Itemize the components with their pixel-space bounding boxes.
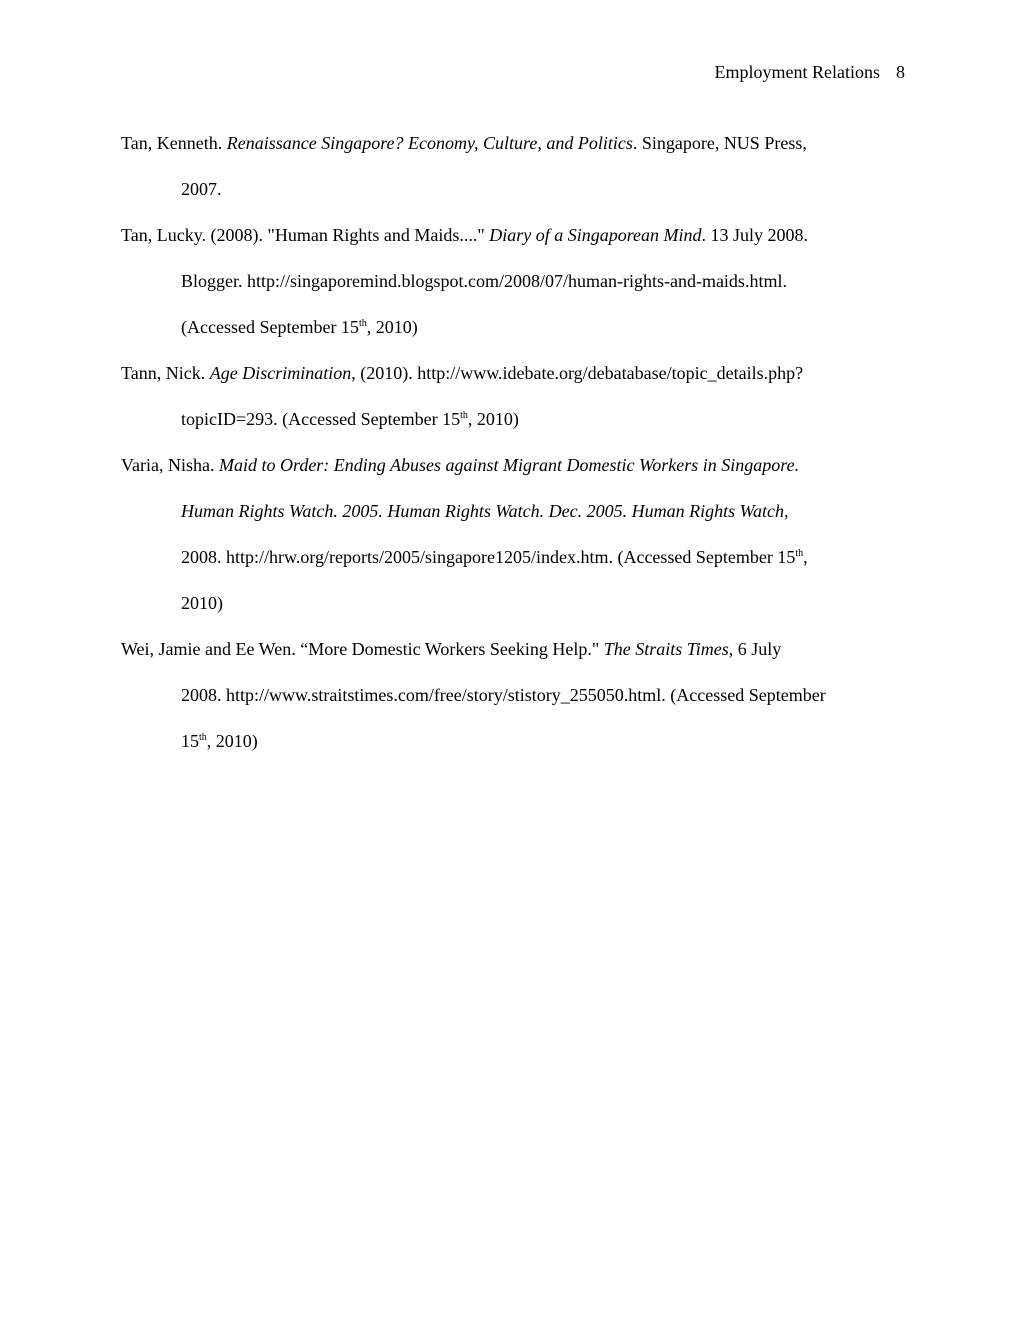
reference-text: Blogger. http://singaporemind.blogspot.com/2008/07/human-rights-and-maids.html.: [181, 271, 787, 291]
reference-text: Wei, Jamie and Ee Wen. “More Domestic Workers Seeking Help.": [121, 639, 604, 659]
running-head: [715, 60, 905, 84]
reference-text: ,: [803, 547, 808, 567]
reference-first-line: [121, 350, 907, 396]
ordinal-superscript: th: [795, 548, 804, 559]
reference-text: 2008. http://www.straitstimes.com/free/story/stistory_255050.html. (Accessed September: [181, 685, 826, 705]
reference-continuation-line: [121, 258, 907, 304]
reference-text: (Accessed September 15: [181, 317, 359, 337]
reference-continuation-line: [121, 396, 907, 442]
reference-text: . 13 July 2008.: [701, 225, 809, 245]
reference-text: , 2010): [467, 409, 519, 429]
reference-first-line: [121, 626, 907, 672]
reference-list: [121, 120, 907, 764]
reference-entry: [121, 120, 907, 212]
reference-text: , 2010): [366, 317, 418, 337]
reference-text: 6 July: [733, 639, 782, 659]
reference-text: 2007.: [181, 179, 222, 199]
reference-text: 2010): [181, 593, 223, 613]
reference-text: Tan, Lucky. (2008). "Human Rights and Maids....": [121, 225, 490, 245]
reference-title-italic: Maid to Order: Ending Abuses against Migrant Domestic Workers in Singapore.: [218, 455, 800, 475]
reference-text: . Singapore, NUS Press,: [632, 133, 807, 153]
reference-continuation-line: [121, 166, 907, 212]
reference-title-italic: Age Discrimination: [209, 363, 352, 383]
reference-text: , (2010). http://www.idebate.org/debatabase/topic_details.php?: [351, 363, 804, 383]
reference-first-line: [121, 442, 907, 488]
reference-continuation-line: [121, 718, 907, 764]
reference-entry: [121, 212, 907, 350]
reference-entry: [121, 350, 907, 442]
ordinal-superscript: th: [199, 732, 207, 743]
reference-title-italic: Diary of a Singaporean Mind: [489, 225, 702, 245]
reference-first-line: [121, 212, 907, 258]
reference-text: 2008. http://hrw.org/reports/2005/singapore1205/index.htm. (Accessed September 15: [181, 547, 796, 567]
reference-text: Tan, Kenneth.: [121, 133, 227, 153]
reference-first-line: [121, 120, 907, 166]
reference-continuation-line: [121, 580, 907, 626]
reference-continuation-line: [121, 672, 907, 718]
reference-text: 15: [181, 731, 199, 751]
page-number: 8: [896, 62, 905, 82]
reference-continuation-line: [121, 534, 907, 580]
reference-text: Tann, Nick.: [121, 363, 210, 383]
reference-title-italic: The Straits Times,: [603, 639, 734, 659]
reference-continuation-line: [121, 488, 907, 534]
reference-entry: [121, 626, 907, 764]
reference-title-italic: Human Rights Watch. 2005. Human Rights Watch. Dec. 2005. Human Rights Watch: [181, 501, 784, 521]
ordinal-superscript: th: [358, 318, 367, 329]
reference-text: Varia, Nisha.: [121, 455, 219, 475]
reference-entry: [121, 442, 907, 626]
reference-text: , 2010): [206, 731, 258, 751]
running-title: Employment Relations: [714, 62, 880, 82]
reference-text: topicID=293. (Accessed September 15: [181, 409, 461, 429]
ordinal-superscript: th: [460, 410, 468, 421]
reference-title-italic: Renaissance Singapore? Economy, Culture, and Politics: [226, 133, 633, 153]
reference-continuation-line: [121, 304, 907, 350]
reference-text: ,: [783, 501, 789, 521]
